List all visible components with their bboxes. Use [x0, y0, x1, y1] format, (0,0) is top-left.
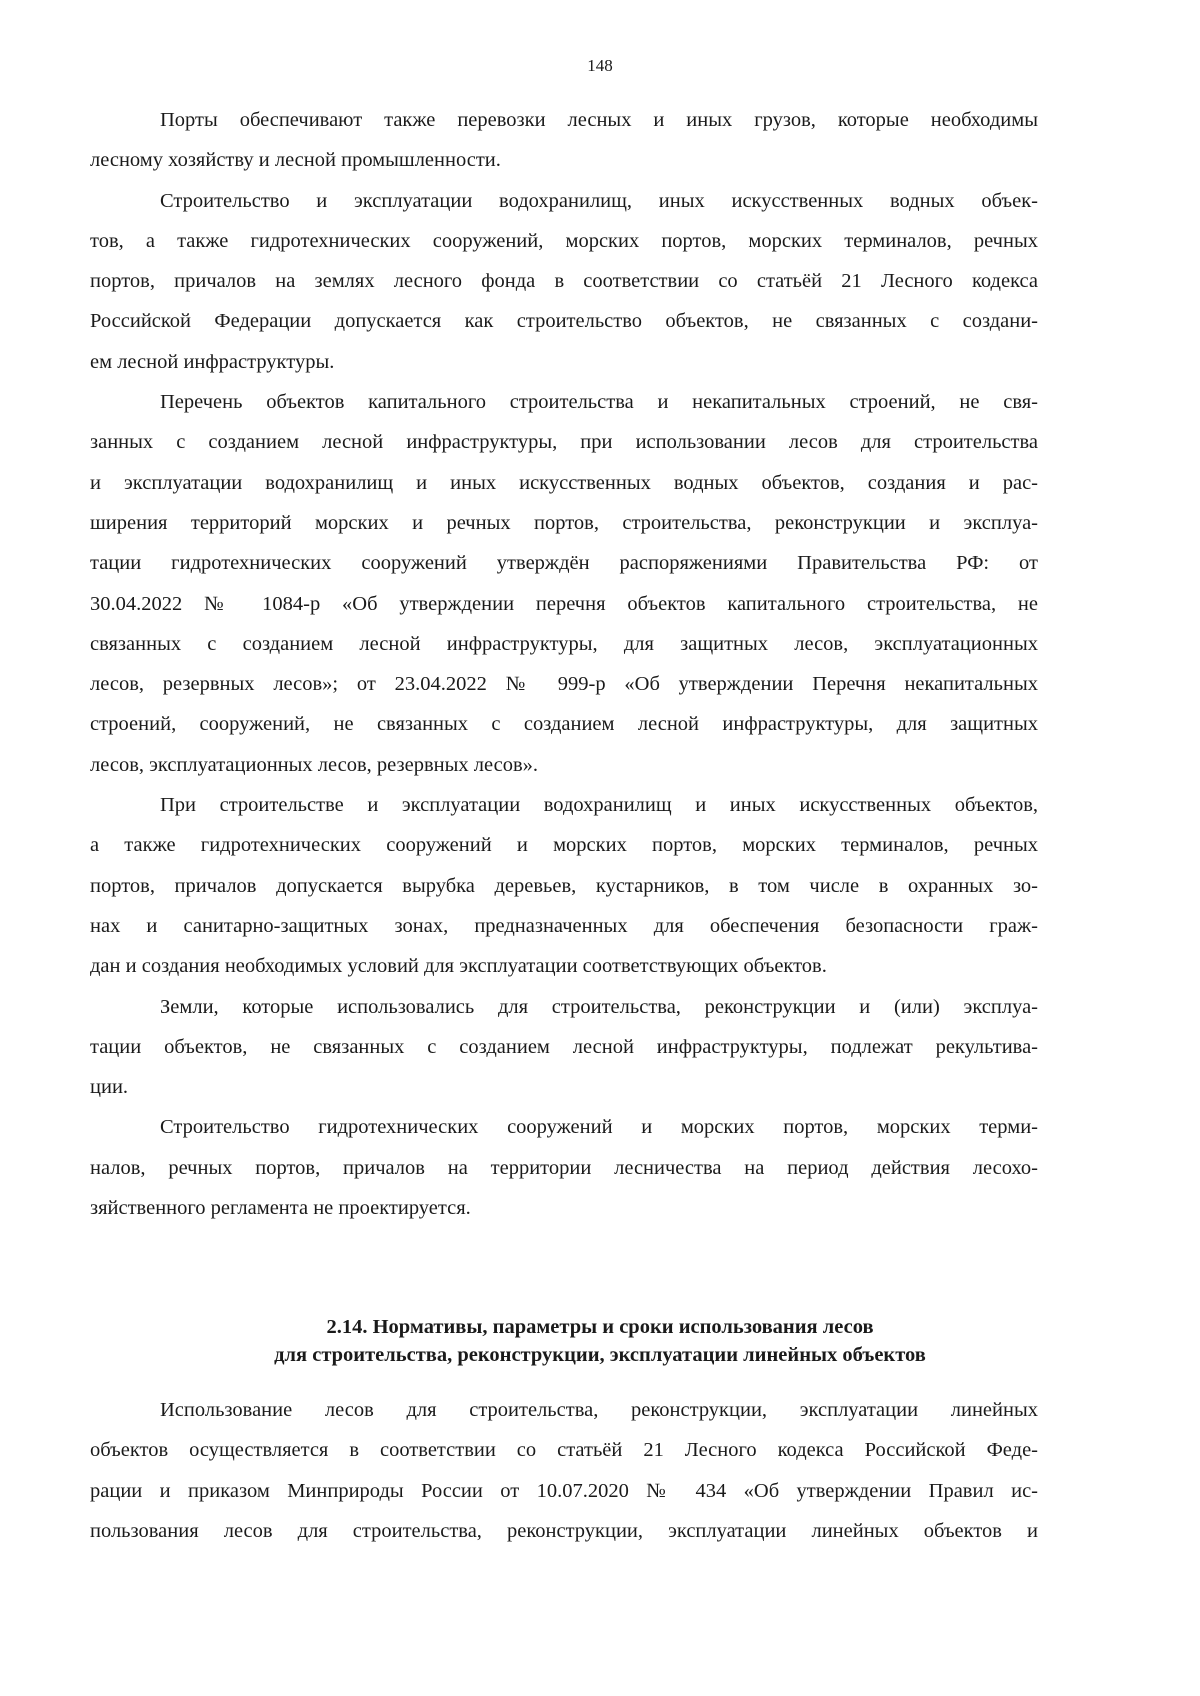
- text-line: Перечень объектов капитального строительства и некапитальных строений, не свя-: [160, 391, 1038, 414]
- body-text-section-2: [90, 1390, 1038, 1551]
- text-line: Порты обеспечивают также перевозки лесных и иных грузов, которые необходимы: [160, 109, 1038, 131]
- text-line: ем лесной инфраструктуры.: [90, 350, 335, 373]
- text-line: Строительство гидротехнических сооружений и морских портов, морских терми-: [160, 1116, 1038, 1139]
- text-line: лесному хозяйству и лесной промышленности.: [90, 149, 501, 172]
- text-line: тов, а также гидротехнических сооружений, морских портов, морских терминалов, речных: [90, 229, 1038, 252]
- text-line: При строительстве и эксплуатации водохранилищ и иных искусственных объектов,: [160, 794, 1038, 817]
- text-line: пользования лесов для строительства, реконструкции, эксплуатации линейных объектов и: [90, 1519, 1038, 1542]
- text-line: тации гидротехнических сооружений утверждён распоряжениями Правительства РФ: от: [90, 552, 1038, 575]
- text-line: портов, причалов допускается вырубка деревьев, кустарников, в том числе в охранных зо-: [90, 874, 1038, 897]
- text-line: налов, речных портов, причалов на территории лесничества на период действия лесохо-: [90, 1156, 1038, 1179]
- text-line: ширения территорий морских и речных портов, строительства, реконструкции и эксплуа-: [90, 511, 1038, 534]
- text-line: объектов осуществляется в соответствии со статьёй 21 Лесного кодекса Российской Феде-: [90, 1439, 1038, 1462]
- text-line: 30.04.2022 № 1084-р «Об утверждении перечня объектов капитального строительства, не: [90, 592, 1038, 615]
- text-line: занных с созданием лесной инфраструктуры, при использовании лесов для строительства: [90, 431, 1038, 454]
- text-line: Строительство и эксплуатации водохранилищ, иных искусственных водных объек-: [160, 189, 1038, 212]
- text-line: тации объектов, не связанных с созданием лесной инфраструктуры, подлежат рекультива-: [90, 1035, 1038, 1058]
- text-line: рации и приказом Минприроды России от 10.07.2020 № 434 «Об утверждении Правил ис-: [90, 1479, 1038, 1502]
- text-line: строений, сооружений, не связанных с созданием лесной инфраструктуры, для защитных: [90, 713, 1038, 736]
- text-line: лесов, эксплуатационных лесов, резервных лесов».: [90, 753, 539, 776]
- section-heading-line-2: для строительства, реконструкции, эксплуатации линейных объектов: [274, 1344, 926, 1366]
- text-line: Российской Федерации допускается как строительство объектов, не связанных с создани-: [90, 310, 1038, 333]
- section-heading-line-1: 2.14. Нормативы, параметры и сроки использования лесов: [326, 1316, 874, 1338]
- text-line: лесов, резервных лесов»; от 23.04.2022 № 999-р «Об утверждении Перечня некапитальных: [90, 673, 1038, 696]
- page-number: 148: [587, 56, 613, 75]
- text-line: связанных с созданием лесной инфраструктуры, для защитных лесов, эксплуатационных: [90, 632, 1038, 655]
- text-line: портов, причалов на землях лесного фонда в соответствии со статьёй 21 Лесного кодекса: [90, 270, 1038, 293]
- body-text-section-1: [90, 100, 1038, 1228]
- section-heading: [0, 1313, 1200, 1369]
- text-line: ции.: [90, 1076, 129, 1099]
- text-line: нах и санитарно-защитных зонах, предназначенных для обеспечения безопасности граж-: [90, 914, 1038, 937]
- text-line: а также гидротехнических сооружений и морских портов, морских терминалов, речных: [90, 834, 1038, 857]
- text-line: дан и создания необходимых условий для эксплуатации соответствующих объектов.: [90, 955, 827, 978]
- text-line: Земли, которые использовались для строительства, реконструкции и (или) эксплуа-: [160, 995, 1038, 1018]
- text-line: зяйственного регламента не проектируется.: [90, 1197, 471, 1220]
- text-line: Использование лесов для строительства, реконструкции, эксплуатации линейных: [160, 1399, 1038, 1421]
- text-line: и эксплуатации водохранилищ и иных искусственных водных объектов, создания и рас-: [90, 471, 1038, 494]
